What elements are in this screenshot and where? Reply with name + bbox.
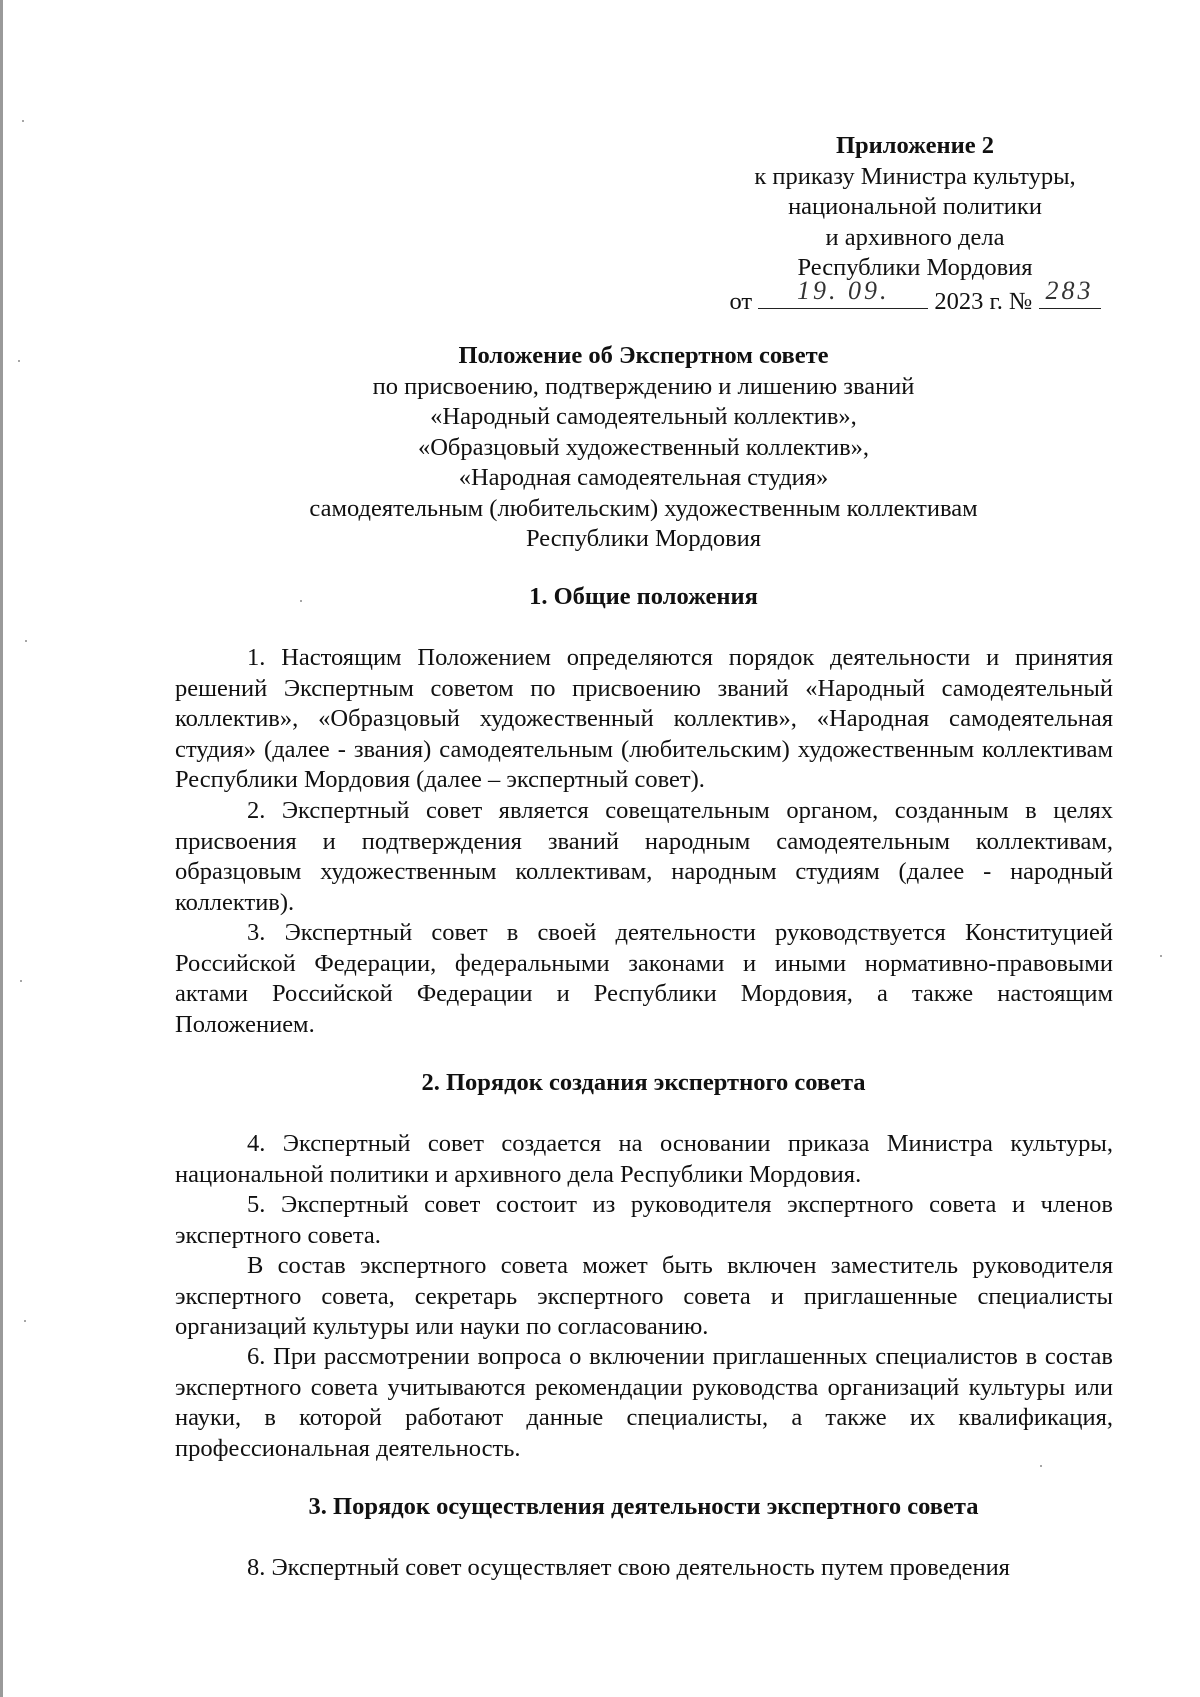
date-prefix: от (729, 287, 753, 315)
appendix-line: Республики Мордовия (797, 254, 1033, 281)
paragraph: 1. Настоящим Положением определяются порядок деятельности и принятия решений Экспертным советом по присвоению званий «Народный самодеятельный коллектив», «Образцовый художественный коллектив», «Народная самодеятельная студия» (далее - звания) самодеятельным (любительским) художественным коллективам Республики Мордовия (далее – экспертный совет). (175, 644, 1113, 793)
scan-edge-line (0, 0, 3, 1697)
scan-speck (25, 640, 27, 642)
scan-speck (22, 120, 24, 122)
section-heading: 2. Порядок создания экспертного совета (421, 1069, 866, 1096)
appendix-header (690, 131, 1140, 317)
order-date-line (690, 276, 1140, 318)
date-blank (758, 276, 928, 309)
title-line: Республики Мордовия (525, 525, 762, 552)
appendix-line: и архивного дела (825, 223, 1005, 251)
title-line: «Образцовый художественный коллектив», (417, 433, 870, 461)
title-line: самодеятельным (любительским) художественным коллективам (309, 494, 978, 522)
section-heading: 3. Порядок осуществления деятельности экспертного совета (308, 1493, 979, 1520)
appendix-line: к приказу Министра культуры, (754, 162, 1076, 190)
title-line: по присвоению, подтверждению и лишению званий (372, 372, 915, 400)
paragraph: 2. Экспертный совет является совещательным органом, созданным в целях присвоения и подтверждения званий народным самодеятельным коллективам, образцовым художественным коллективам, народным студиям (далее - народный коллектив). (175, 797, 1113, 916)
document-title: Положение об Экспертном совете (458, 342, 829, 369)
scan-speck (24, 1320, 26, 1322)
paragraph: 3. Экспертный совет в своей деятельности руководствуется Конституцией Российской Федерации, федеральными законами и иными нормативно-правовыми актами Российской Федерации и Республики Мордовия, а также настоящим Положением. (175, 919, 1113, 1038)
handwritten-date: 19. 09. (796, 276, 890, 305)
section-heading: 1. Общие положения (529, 583, 758, 610)
scan-speck (18, 360, 20, 362)
year-and-number-label: 2023 г. № (934, 287, 1033, 315)
title-line: «Народная самодеятельная студия» (458, 464, 829, 491)
scan-speck (20, 980, 22, 982)
appendix-line: национальной политики (788, 193, 1042, 220)
paragraph: 6. При рассмотрении вопроса о включении приглашенных специалистов в состав экспертного совета учитываются рекомендации руководства организаций культуры или науки, в которой работают данные специалисты, а также их квалификация, профессиональная деятельность. (175, 1343, 1113, 1462)
appendix-title: Приложение 2 (836, 132, 994, 159)
paragraph: 8. Экспертный совет осуществляет свою деятельность путем проведения (247, 1554, 1010, 1581)
paragraph: 5. Экспертный совет состоит из руководителя экспертного совета и членов экспертного совета. (175, 1191, 1113, 1249)
document-title-block (150, 341, 1137, 555)
scan-speck (1040, 1465, 1042, 1467)
handwritten-number: 283 (1045, 276, 1094, 305)
number-blank (1039, 276, 1101, 309)
paragraph: В состав экспертного совета может быть включен заместитель руководителя экспертного совета, секретарь экспертного совета и приглашенные специалисты организаций культуры или науки по согласованию. (175, 1252, 1113, 1340)
scan-speck (1160, 955, 1162, 957)
title-line: «Народный самодеятельный коллектив», (430, 403, 857, 430)
paragraph: 4. Экспертный совет создается на основании приказа Министра культуры, национальной политики и архивного дела Республики Мордовия. (175, 1130, 1113, 1188)
